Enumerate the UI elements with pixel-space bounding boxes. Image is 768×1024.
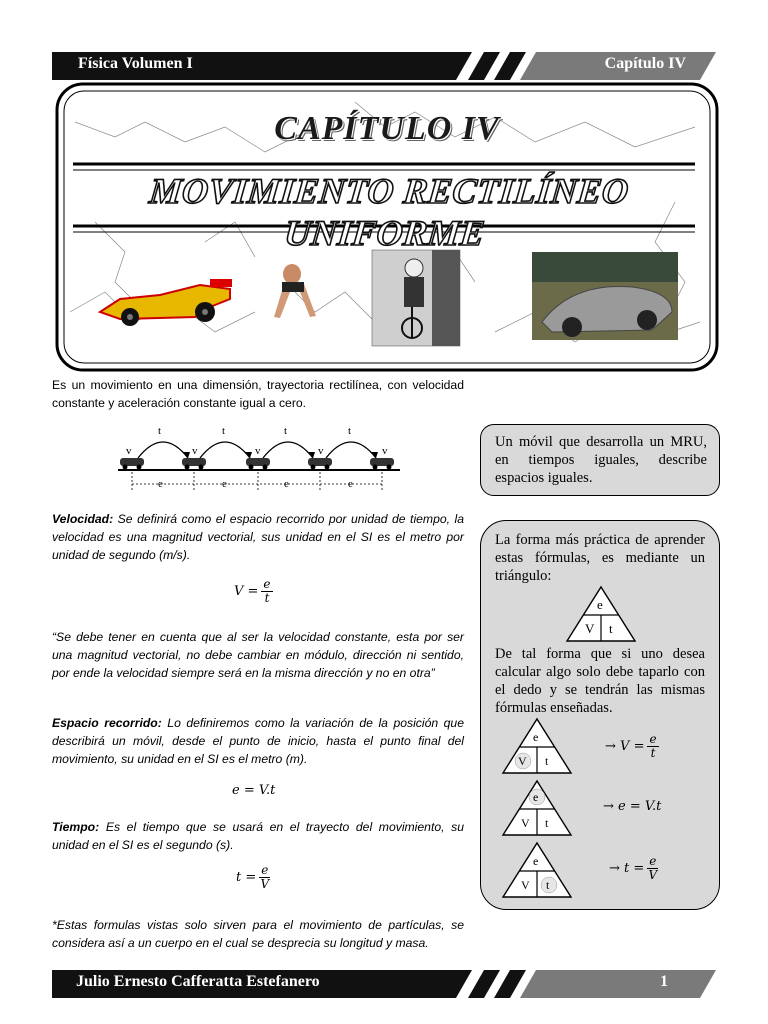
sports-car-photo <box>532 252 678 340</box>
triangle-top-label: e <box>533 790 539 804</box>
velocidad-term: Velocidad: <box>52 512 114 526</box>
v-label-4: v <box>318 445 324 457</box>
e-label-1: e <box>158 478 163 490</box>
triangle-cover-t <box>501 841 573 899</box>
v-label-3: v <box>255 445 261 457</box>
e-label-2: e <box>222 478 227 490</box>
triangle-cover-e <box>501 779 573 837</box>
velocidad-paragraph <box>52 510 464 564</box>
formula-velocity-den: t <box>264 591 270 605</box>
v-label-5: v <box>382 445 388 457</box>
result-velocity <box>605 733 659 760</box>
result-space <box>603 799 661 814</box>
formula-velocity <box>234 578 273 605</box>
header-book-title: Física Volumen I <box>78 55 193 72</box>
car-5 <box>370 458 394 470</box>
triangle-method-box <box>480 520 720 910</box>
t-label-4: t <box>348 425 352 437</box>
triangle-right-label: t <box>609 621 613 636</box>
intro-paragraph: Es un movimiento en una dimensión, trayectoria rectilínea, con velocidad constante y aceleración constante igual a cero. <box>52 378 464 410</box>
motion-diagram <box>118 424 403 496</box>
tiempo-term: Tiempo: <box>52 820 100 834</box>
formula-triangle <box>565 585 637 643</box>
triangle-cover-v <box>501 717 573 775</box>
result-time-arrow: → <box>609 861 620 876</box>
arc-3 <box>263 442 315 458</box>
v-label-1: v <box>126 445 132 457</box>
chapter-banner <box>55 82 719 372</box>
espacio-term: Espacio recorrido: <box>52 716 162 730</box>
triangle-right-label: t <box>545 816 549 830</box>
formula-time-num: e <box>261 863 269 877</box>
result-time-num: e <box>649 854 657 868</box>
mru-definition-box <box>480 424 720 496</box>
mru-definition-text: Un móvil que desarrolla un MRU, en tiempos iguales, describe espacios iguales. <box>495 434 707 486</box>
t-label-1: t <box>158 425 162 437</box>
triangle-right-label: t <box>546 878 550 892</box>
formula-time-den: V <box>260 877 270 891</box>
t-label-3: t <box>284 425 288 437</box>
e-label-4: e <box>348 478 353 490</box>
chapter-title: CAPÍTULO IV <box>274 110 500 147</box>
triangle-left-label: V <box>585 621 595 636</box>
footer-author: Julio Ernesto Cafferatta Estefanero <box>76 973 320 990</box>
einstein-bicycle-photo <box>372 250 460 346</box>
result-time <box>609 855 658 882</box>
result-space-expr: e = V.t <box>618 799 662 814</box>
formula-velocity-num: e <box>263 577 271 591</box>
car-4 <box>308 458 332 470</box>
espacio-text: Lo definiremos como la variación de la posición que describirá un móvil, desde el punto de inicio, hasta el punto final del movimiento, su unidad en el SI es el metro (m). <box>52 716 464 766</box>
triangle-left-label: V <box>518 754 527 768</box>
car-1 <box>120 458 144 470</box>
header-bar <box>52 52 716 80</box>
result-space-arrow: → <box>603 799 614 814</box>
espacio-paragraph <box>52 714 464 768</box>
car-3 <box>246 458 270 470</box>
v-label-2: v <box>192 445 198 457</box>
triangle-top-label: e <box>533 854 539 868</box>
tiempo-text: Es el tiempo que se usará en el trayecto del movimiento, su unidad en el SI es el segundo (s). <box>52 820 464 852</box>
result-time-lhs: t = <box>624 861 645 876</box>
formula-space: e = V.t <box>232 783 276 798</box>
formula-time <box>236 864 270 891</box>
note-paragraph: *Estas formulas vistas solo sirven para el movimiento de partículas, se considera así a un cuerpo en el cual se desprecia su longitud y masa. <box>52 918 464 950</box>
footer-bar <box>52 970 716 998</box>
triangle-left-label: V <box>521 878 530 892</box>
e-label-3: e <box>284 478 289 490</box>
triangle-usage-text: De tal forma que si uno desea calcular algo solo debe taparlo con el dedo y se tendrán las mismas fórmulas enseñadas. <box>495 646 705 716</box>
arc-1 <box>138 442 190 458</box>
result-velocity-num: e <box>649 732 657 746</box>
triangle-left-label: V <box>521 816 530 830</box>
triangle-top-label: e <box>597 597 603 612</box>
arc-2 <box>200 442 252 458</box>
triangle-top-label: e <box>533 730 539 744</box>
formula-time-lhs: t = <box>236 870 257 885</box>
triangle-intro-text: La forma más práctica de aprender estas fórmulas, es mediante un triángulo: <box>495 532 705 584</box>
footer-page-number: 1 <box>660 973 668 990</box>
quote-paragraph: “Se debe tener en cuenta que al ser la velocidad constante, esta por ser una magnitud vectorial, no debe cambiar en módulo, dirección ni sentido, por ende la velocidad siempre será en la misma dirección y no en otra” <box>52 630 464 680</box>
arc-4 <box>326 442 378 458</box>
tiempo-paragraph <box>52 818 464 854</box>
velocidad-text: Se definirá como el espacio recorrido por unidad de tiempo, la velocidad es una magnitud vectorial, sus unidad en el SI es el metro por unidad de segundo (m/s). <box>52 512 464 562</box>
car-2 <box>182 458 206 470</box>
header-chapter: Capítulo IV <box>604 55 686 72</box>
formula-velocity-lhs: V = <box>234 584 259 599</box>
result-time-den: V <box>648 868 658 882</box>
result-velocity-arrow: → <box>605 739 616 754</box>
result-velocity-lhs: V = <box>620 739 645 754</box>
triangle-right-label: t <box>545 754 549 768</box>
t-label-2: t <box>222 425 226 437</box>
subject-title: MOVIMIENTO RECTILÍNEO UNIFORME <box>147 171 631 253</box>
result-velocity-den: t <box>650 746 656 760</box>
